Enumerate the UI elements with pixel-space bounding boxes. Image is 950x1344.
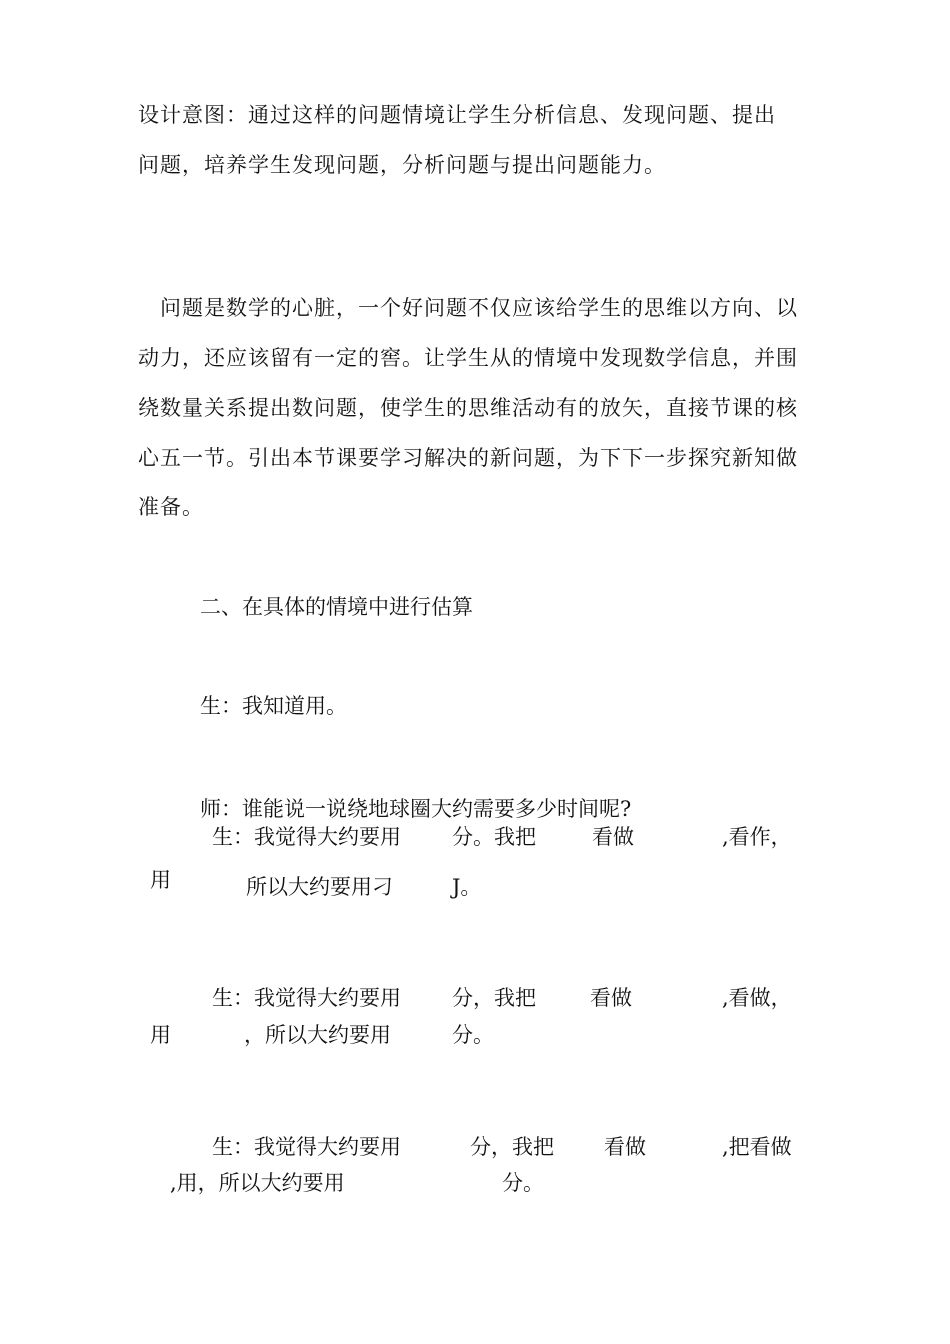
answer-c-part-6: 分。: [502, 1171, 544, 1195]
answer-b-part-5: 用: [150, 1023, 171, 1047]
paragraph-line-1: 问题是数学的心脏，一个好问题不仅应该给学生的思维以方向、以: [160, 296, 798, 320]
paragraph-line-5: 准备。: [138, 495, 204, 519]
design-intent-line-1: 设计意图：通过这样的问题情境让学生分析信息、发现问题、提出: [138, 103, 776, 127]
answer-c-part-2: 分，我把: [470, 1135, 554, 1159]
answer-b-part-6: ，所以大约要用: [244, 1023, 391, 1047]
answer-c-part-5: ,用，所以大约要用: [170, 1171, 345, 1195]
teacher-question: 师：谁能说一说绕地球圈大约需要多少时间呢?: [200, 797, 632, 821]
section-heading: 二、在具体的情境中进行估算: [200, 595, 473, 619]
answer-c-part-3: 看做: [604, 1135, 646, 1159]
answer-c-part-1: 生：我觉得大约要用: [212, 1135, 401, 1159]
answer-c-part-4: ,把看做: [722, 1135, 792, 1159]
design-intent-line-2: 问题，培养学生发现问题，分析问题与提出问题能力。: [138, 153, 666, 177]
answer-a-part-4: ,看作，: [722, 825, 792, 849]
answer-a-part-7: J。: [452, 875, 482, 899]
answer-b-part-1: 生：我觉得大约要用: [212, 986, 401, 1010]
answer-a-part-2: 分。我把: [452, 825, 536, 849]
answer-b-part-2: 分，我把: [452, 986, 536, 1010]
student-line-1: 生：我知道用。: [200, 694, 347, 718]
answer-b-part-3: 看做: [590, 986, 632, 1010]
paragraph-line-4: 心五一节。引出本节课要学习解决的新问题，为下下一步探究新知做: [138, 446, 798, 470]
answer-b-part-7: 分。: [452, 1023, 494, 1047]
paragraph-line-2: 动力，还应该留有一定的窖。让学生从的情境中发现数学信息，并围: [138, 346, 798, 370]
answer-a-part-5: 用: [150, 868, 171, 892]
answer-b-part-4: ,看做，: [722, 986, 792, 1010]
answer-a-part-3: 看做: [592, 825, 634, 849]
answer-a-part-1: 生：我觉得大约要用: [212, 825, 401, 849]
paragraph-line-3: 绕数量关系提出数问题，使学生的思维活动有的放矢，直接节课的核: [138, 396, 798, 420]
answer-a-part-6: 所以大约要用刁: [246, 875, 393, 899]
